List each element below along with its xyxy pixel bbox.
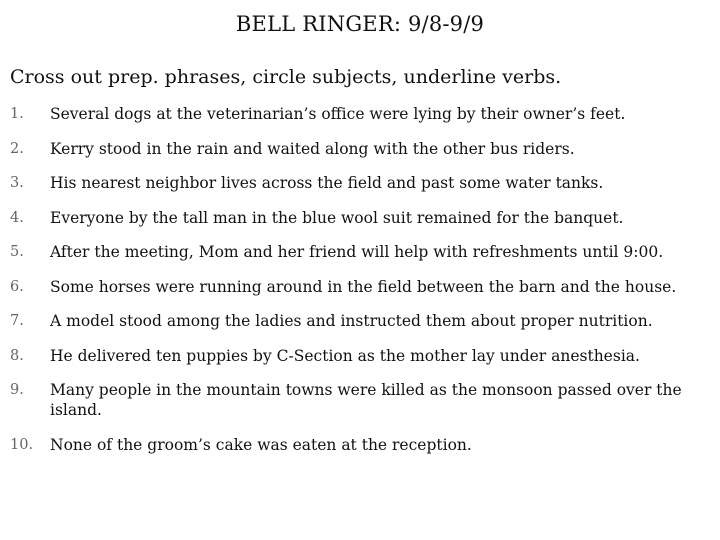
item-number: 4. bbox=[10, 209, 24, 226]
item-number: 5. bbox=[10, 244, 24, 260]
item-text: None of the groom’s cake was eaten at the reception. bbox=[50, 435, 472, 454]
item-text: He delivered ten puppies by C-Section as the mother lay under anesthesia. bbox=[50, 346, 640, 365]
item-number: 1. bbox=[10, 106, 24, 122]
item-number: 3. bbox=[10, 175, 24, 191]
list-item bbox=[0, 311, 720, 331]
list-item bbox=[0, 208, 720, 228]
item-number: 10. bbox=[10, 436, 34, 453]
list-item bbox=[0, 277, 720, 297]
item-number: 6. bbox=[10, 278, 24, 295]
list-item bbox=[0, 104, 720, 124]
list-item bbox=[0, 139, 720, 159]
item-text: After the meeting, Mom and her friend will help with refreshments until 9:00. bbox=[50, 243, 664, 261]
list-item bbox=[0, 380, 720, 420]
item-text: His nearest neighbor lives across the field and past some water tanks. bbox=[50, 174, 604, 192]
list-item bbox=[0, 435, 720, 455]
item-number: 8. bbox=[10, 347, 24, 364]
item-number: 2. bbox=[10, 140, 24, 157]
item-number: 9. bbox=[10, 382, 24, 398]
list-item bbox=[0, 346, 720, 366]
list-item bbox=[0, 242, 720, 262]
item-text: A model stood among the ladies and instructed them about proper nutrition. bbox=[50, 312, 653, 330]
item-text: Kerry stood in the rain and waited along with the other bus riders. bbox=[50, 139, 575, 158]
item-number: 7. bbox=[10, 313, 24, 329]
list-item bbox=[0, 173, 720, 193]
instructions: Cross out prep. phrases, circle subjects, underline verbs. bbox=[10, 66, 562, 88]
item-text: Several dogs at the veterinarian’s office were lying by their owner’s feet. bbox=[50, 105, 626, 123]
page-title: BELL RINGER: 9/8-9/9 bbox=[235, 12, 485, 36]
item-text: Many people in the mountain towns were killed as the monsoon passed over the island. bbox=[50, 381, 682, 419]
sentence-list bbox=[0, 104, 720, 469]
item-text: Everyone by the tall man in the blue wool suit remained for the banquet. bbox=[50, 208, 624, 227]
item-text: Some horses were running around in the field between the barn and the house. bbox=[50, 277, 677, 296]
